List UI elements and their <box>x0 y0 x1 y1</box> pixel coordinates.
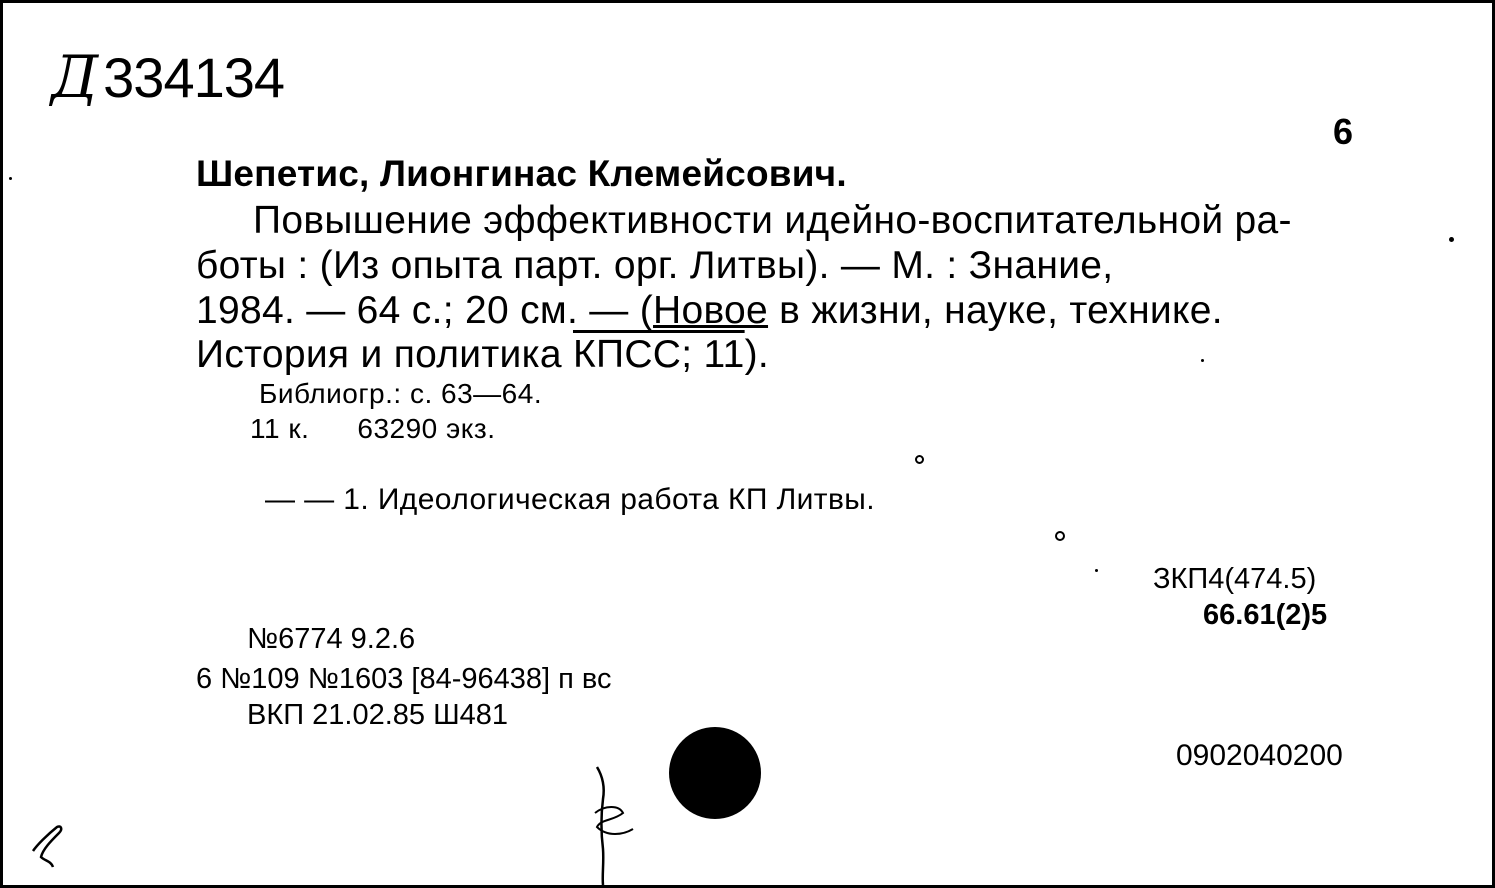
speck-mark <box>1095 569 1098 572</box>
hole-punch-dot-icon <box>669 727 761 819</box>
author-heading: Шепетис, Лионгинас Клемейсович. <box>196 153 847 194</box>
classification-1: ЗКП4(474.5) <box>1153 563 1317 595</box>
print-run: 63290 экз. <box>357 413 496 444</box>
small-ring-mark <box>915 455 924 464</box>
series-overlined: КПСС; 11 <box>572 333 745 376</box>
card-code: 0902040200 <box>1176 739 1343 772</box>
call-number-prefix: Д <box>51 43 98 111</box>
title-line-4-start: История и политика <box>196 333 573 376</box>
registry-line-1: №6774 9.2.6 <box>247 623 416 655</box>
registry-line-2: 6 №109 №1603 [84-96438] п вс <box>196 663 612 695</box>
series-underlined: Новое <box>653 289 769 332</box>
speck-mark <box>1449 237 1454 242</box>
title-line-3-end: в жизни, науке, технике. <box>768 289 1223 332</box>
title-line-4-end: ). <box>744 333 770 376</box>
classification-2: 66.61(2)5 <box>1203 599 1328 631</box>
subject-entry: — — 1. Идеологическая работа КП Литвы. <box>265 483 875 516</box>
title-line-3 <box>196 289 1223 333</box>
price: 11 к. <box>250 413 310 444</box>
call-number <box>51 43 284 111</box>
handwritten-signature-icon <box>583 763 643 888</box>
price-and-print-run <box>250 413 495 445</box>
call-number-value: 334134 <box>103 46 285 109</box>
sheet-number: 6 <box>1333 111 1354 152</box>
title-line-3-start: 1984. — 64 с.; 20 см. — ( <box>196 289 654 332</box>
title-line-2: боты : (Из опыта парт. орг. Литвы). — М. : Знание, <box>196 244 1114 287</box>
title-line-4 <box>196 333 769 377</box>
speck-mark <box>9 177 12 180</box>
speck-mark <box>1201 359 1204 362</box>
registry-line-3: ВКП 21.02.85 Ш481 <box>247 699 509 731</box>
handwritten-mark-icon <box>23 821 73 871</box>
bibliography-note: Библиогр.: с. 63—64. <box>259 378 543 409</box>
title-line-1: Повышение эффективности идейно-воспитательной ра- <box>253 199 1292 242</box>
small-ring-mark <box>1055 531 1065 541</box>
